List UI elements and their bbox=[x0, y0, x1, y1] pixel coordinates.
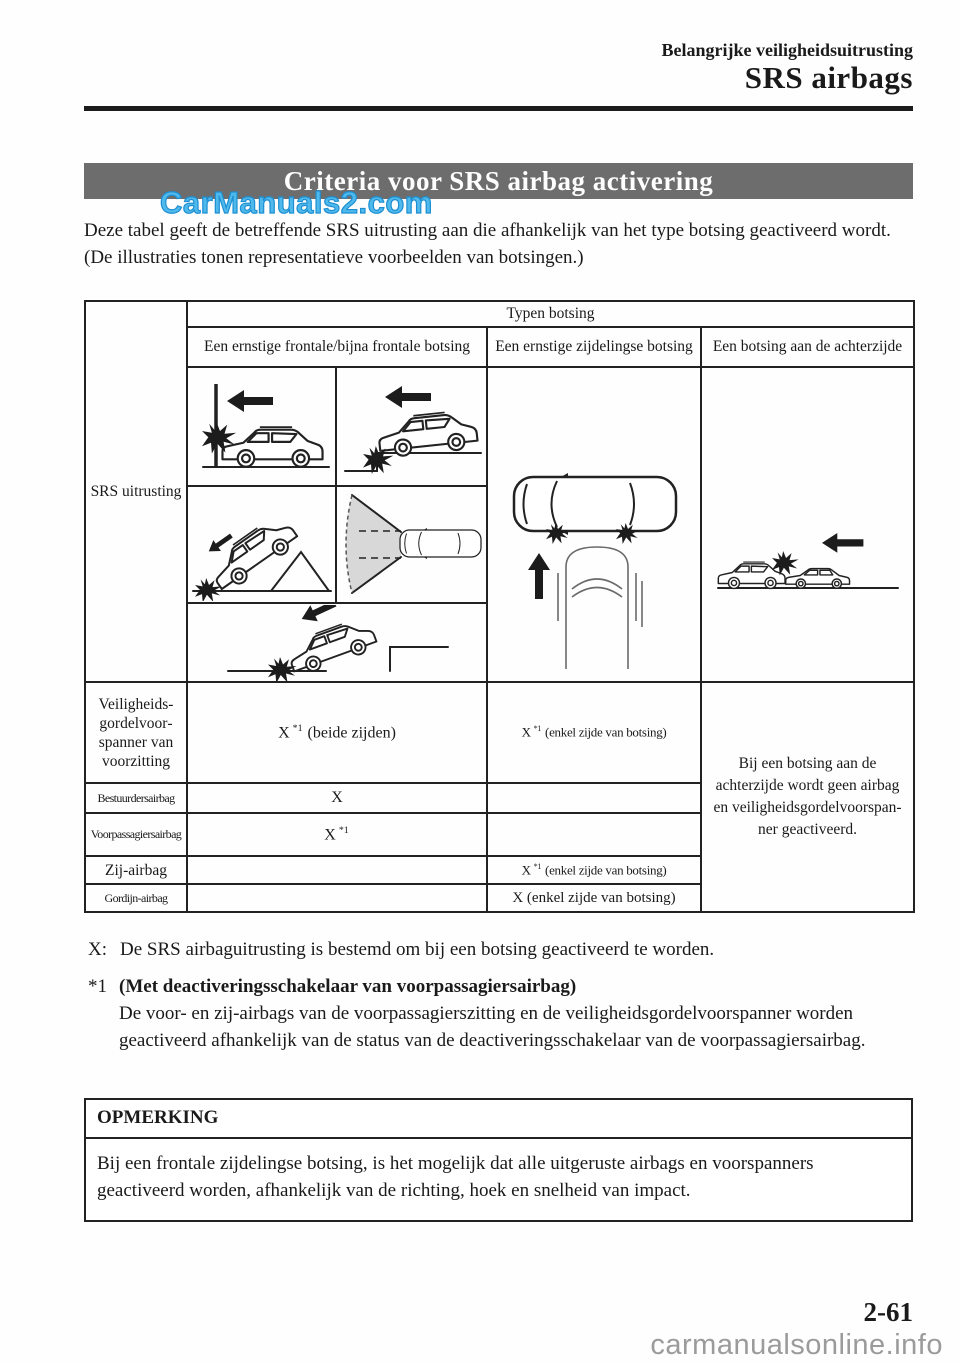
x-legend-note bbox=[88, 937, 714, 963]
frontal-wall-collision-illustration bbox=[188, 368, 337, 485]
footnote-ref: *1 bbox=[533, 724, 542, 734]
intro-text bbox=[84, 217, 915, 271]
opmerking-body: Bij een frontale zijdelingse botsing, is het mogelijk dat alle uitgeruste airbags en voorspanners geactiveerd worden, afhankelijk van de richting, hoek en snelheid van impact. bbox=[97, 1153, 814, 1201]
frontal-illustration-row-2 bbox=[188, 485, 486, 602]
cell-belt-frontal bbox=[187, 682, 487, 783]
opmerking-box bbox=[84, 1098, 913, 1222]
cell-x-mark: X bbox=[324, 826, 336, 844]
row-label-side-airbag: Zij-airbag bbox=[85, 856, 187, 884]
airbag-activation-table bbox=[84, 300, 915, 913]
carmanuals2-watermark: CarManuals2.com bbox=[160, 185, 433, 220]
column-header-side: Een ernstige zijdelingse botsing bbox=[487, 327, 701, 367]
cell-side-side bbox=[487, 856, 701, 884]
cell-note: (enkel zijde van botsing) bbox=[542, 862, 667, 878]
footnote-ref: *1 bbox=[292, 722, 303, 734]
empty-cell bbox=[487, 813, 701, 856]
column-header-rear: Een botsing aan de achterzijde bbox=[701, 327, 914, 367]
cell-passenger-frontal bbox=[187, 813, 487, 856]
cell-note: (beide zijden) bbox=[303, 724, 396, 742]
cell-driver-frontal: X bbox=[187, 783, 487, 813]
empty-cell bbox=[487, 783, 701, 813]
x-legend-prefix: X: bbox=[88, 939, 107, 960]
frontal-curb-collision-illustration bbox=[337, 368, 486, 485]
opmerking-title: OPMERKING bbox=[86, 1100, 911, 1139]
footnote-1-heading: (Met deactiveringsschakelaar van voorpassagiersairbag) bbox=[119, 976, 577, 997]
row-label-belt-pretensioner: Veiligheidsgordelvoorspanner van voorzitting bbox=[85, 682, 187, 783]
intro-paragraph-2: (De illustraties tonen representatieve voorbeelden van botsingen.) bbox=[84, 247, 584, 268]
intro-paragraph-1: Deze tabel geeft de betreffende SRS uitrusting aan die afhankelijk van het type botsing geactiveerd wordt. bbox=[84, 220, 891, 241]
side-collision-illustration bbox=[487, 367, 701, 682]
frontal-ditch-collision-illustration bbox=[188, 602, 486, 681]
frontal-impact-zone-illustration bbox=[337, 487, 486, 602]
cell-x-mark: X bbox=[521, 724, 531, 740]
chapter-title: Belangrijke veiligheidsuitrusting bbox=[661, 40, 913, 60]
footnote-ref: *1 bbox=[533, 861, 542, 871]
page-title: SRS airbags bbox=[744, 60, 913, 95]
page-number: 2-61 bbox=[863, 1297, 913, 1327]
row-label-driver-airbag: Bestuurdersairbag bbox=[85, 783, 187, 813]
typen-botsing-header: Typen botsing bbox=[187, 301, 914, 327]
footnote-1-text: De voor- en zij-airbags van de voorpassagierszitting en de veiligheidsgordelvoorspanner worden geactiveerd afhankelijk van de status van de deactiveringsschakelaar van de voorpassagiersairbag. bbox=[119, 1003, 866, 1051]
rear-collision-note-cell bbox=[701, 682, 914, 912]
empty-cell bbox=[187, 856, 487, 884]
x-legend-text: De SRS airbaguitrusting is bestemd om bij een botsing geactiveerd te worden. bbox=[120, 939, 715, 960]
srs-uitrusting-cell bbox=[85, 301, 187, 682]
cell-note: (enkel zijde van botsing) bbox=[542, 724, 667, 740]
cell-x-mark: X bbox=[278, 724, 290, 742]
column-header-frontal: Een ernstige frontale/bijna frontale botsing bbox=[187, 327, 487, 367]
footnote-1 bbox=[88, 973, 877, 1054]
frontal-illustration-stack bbox=[188, 368, 486, 681]
frontal-illustrations-cell bbox=[187, 367, 487, 682]
footnote-1-marker: *1 bbox=[88, 976, 107, 997]
srs-uitrusting-label: SRS uitrusting bbox=[90, 483, 182, 500]
rear-collision-note: Bij een botsing aan de achterzijde wordt geen airbag en veiligheidsgordelvoorspanner geactiveerd. bbox=[713, 755, 902, 838]
frontal-illustration-row-1 bbox=[188, 368, 486, 485]
rear-collision-illustration bbox=[701, 367, 914, 682]
frontal-slope-collision-illustration bbox=[188, 487, 337, 602]
cell-belt-side bbox=[487, 682, 701, 783]
row-label-passenger-airbag: Voorpassagiersairbag bbox=[85, 813, 187, 856]
cell-x-mark: X bbox=[521, 862, 531, 878]
row-label-curtain-airbag: Gordijn-airbag bbox=[85, 884, 187, 912]
footnote-1-body bbox=[119, 973, 877, 1054]
empty-cell bbox=[187, 884, 487, 912]
section-title: Criteria voor SRS airbag activering bbox=[283, 166, 714, 196]
header-rule bbox=[84, 106, 913, 111]
carmanualsonline-watermark: carmanualsonline.info bbox=[650, 1329, 943, 1361]
cell-curtain-side: X (enkel zijde van botsing) bbox=[487, 884, 701, 912]
footnote-ref: *1 bbox=[338, 824, 349, 836]
